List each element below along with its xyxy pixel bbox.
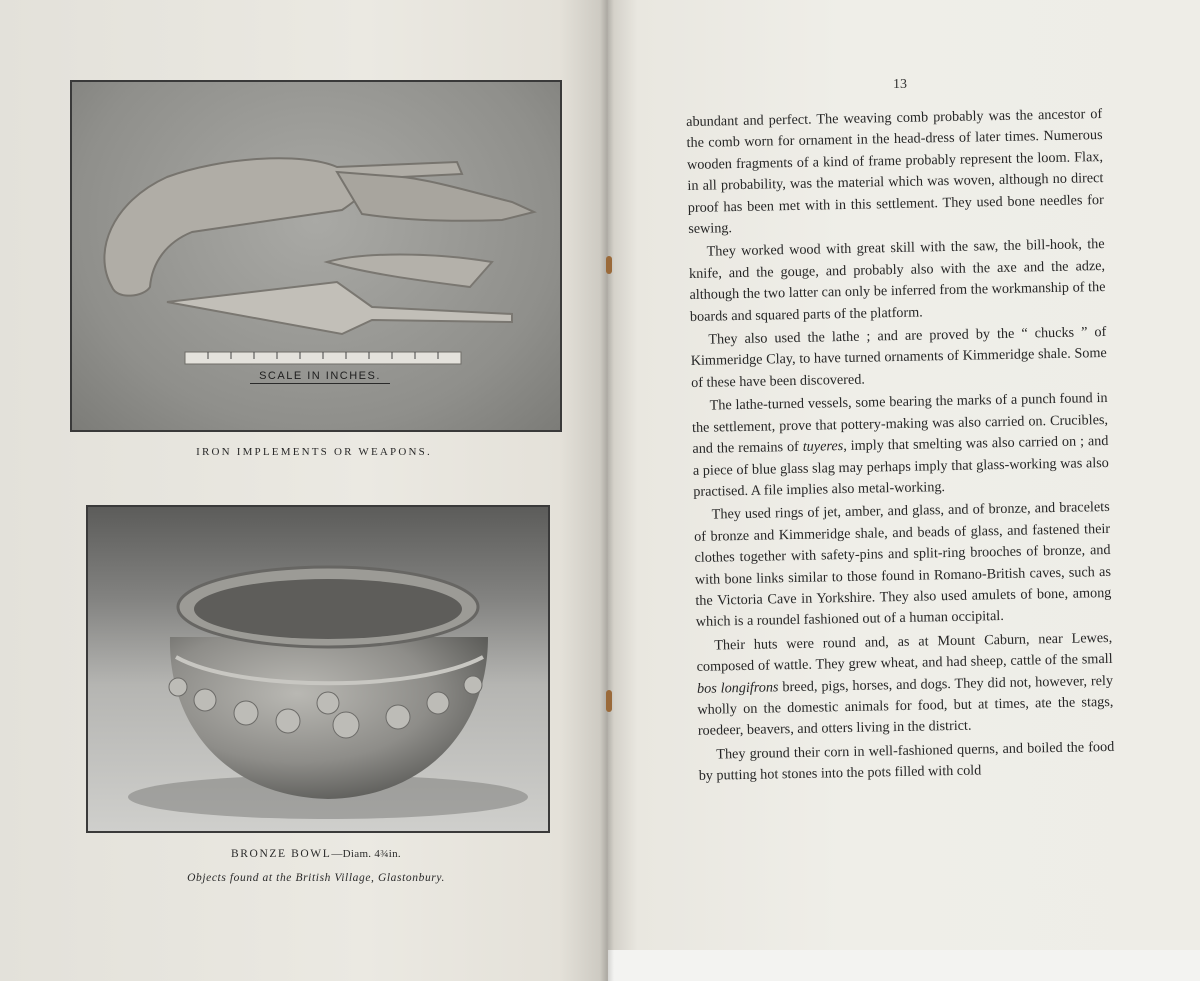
paragraph-2: They worked wood with great skill with the saw, the bill-hook, the knife, and the gouge, and probably also with the axe and the adze, although the two latter can only be inferred from the workmanship of the boards and squared parts of the platform. [688, 236, 1106, 325]
paragraph-4-part-b: , imply that smelting was also carried on ; and a piece of blue glass slag may perhaps imply that glass-working was also practised. A file implies also metal-working. [692, 433, 1109, 500]
plate-2-caption [86, 848, 546, 860]
bronze-bowl-illustration [88, 507, 548, 831]
objects-credit-caption: Objects found at the British Village, Glastonbury. [187, 872, 445, 884]
paragraph-4-part-a: The lathe-turned vessels, some bearing the marks of a punch found in the settlement, prove that pottery-making was also carried on. Crucibles, and the remains of [691, 390, 1109, 458]
paragraph-6 [696, 628, 1114, 743]
bronze-bowl-photo [86, 505, 550, 833]
paragraph-1: abundant and perfect. The weaving comb probably was the ancestor of the comb worn for ornament in the head-dress of later times. Numerous wooden fragments of a kind of frame probably represent the loom. Flax, in all probability, was the material which was woven, although no direct proof has been met with in this settlement. They used bone needles for sewing. [686, 106, 1104, 238]
scale-label: SCALE IN INCHES. [250, 370, 390, 384]
book-gutter [600, 0, 614, 981]
bowl-caption-diameter: —Diam. 4¾in. [331, 848, 401, 860]
staple-bottom [606, 690, 612, 712]
paragraph-6-italic: bos longifrons [696, 678, 779, 697]
paragraph-7: They ground their corn in well-fashioned querns, and boiled the food by putting hot stones into the pots filled with cold [698, 738, 1115, 785]
page-number: 13 [893, 77, 907, 92]
background-strip [608, 950, 1200, 981]
paragraph-6-part-b: breed, pigs, horses, and dogs. They did not, however, rely wholly on the domestic animals for food, but at times, ate the stags, roedeer, beavers, and otters living in the district. [697, 672, 1114, 740]
plate-1-caption: IRON IMPLEMENTS OR WEAPONS. [196, 446, 432, 458]
staple-top [606, 256, 612, 274]
body-text [686, 104, 1115, 789]
iron-implements-photo [70, 80, 562, 432]
paragraph-5: They used rings of jet, amber, and glass, and of bronze, and bracelets of bronze and Kimmeridge shale, and beads of glass, and fastened their clothes together with safety-pins and split-ring brooches of bronze, and with bone links similar to those found in Romano-British caves, such as the Victoria Cave in Yorkshire. They also used amulets of bone, among which is a roundel fashioned out of a human occipital. [693, 499, 1112, 631]
paragraph-6-part-a: Their huts were round and, as at Mount Caburn, near Lewes, composed of wattle. They grew wheat, and had sheep, cattle of the small [696, 629, 1113, 676]
paragraph-3: They also used the lathe ; and are proved by the “ chucks ” of Kimmeridge Clay, to have turned ornaments of Kimmeridge shale. Some of these have been discovered. [690, 324, 1107, 391]
paragraph-4-italic: tuyeres [802, 438, 844, 455]
paragraph-4 [691, 388, 1109, 503]
bowl-caption-title: BRONZE BOWL [231, 848, 332, 860]
